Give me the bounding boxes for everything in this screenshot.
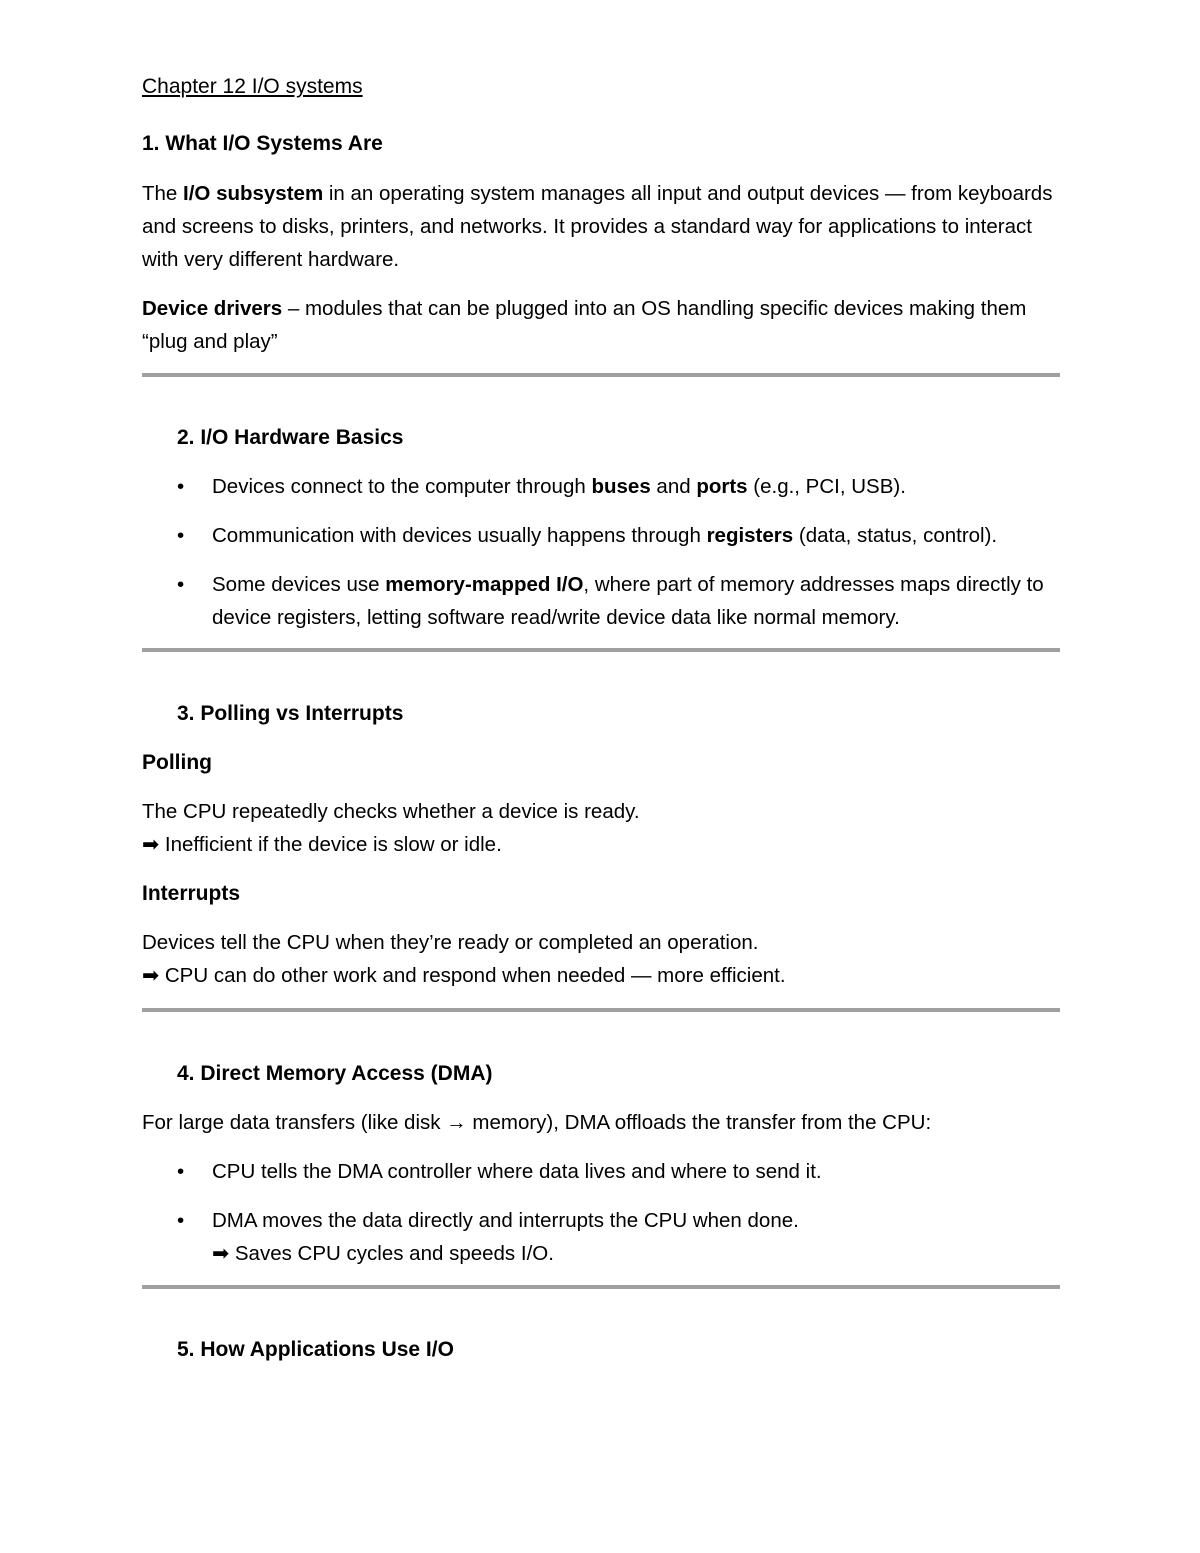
- text-line: ➡ Saves CPU cycles and speeds I/O.: [212, 1242, 554, 1265]
- polling-subheading: Polling: [142, 751, 212, 774]
- section-divider: [142, 1008, 1060, 1012]
- bullet-icon: •: [177, 1209, 185, 1232]
- section-divider: [142, 648, 1060, 652]
- polling-paragraph: [142, 795, 1060, 861]
- text-run: CPU tells the DMA controller where data lives and where to send it.: [212, 1160, 822, 1183]
- text-line: The CPU repeatedly checks whether a device is ready.: [142, 800, 640, 823]
- text-run: (e.g., PCI, USB).: [747, 475, 906, 498]
- section-2-bullet-list: [177, 470, 1060, 634]
- bold-term-memory-mapped-io: memory-mapped I/O: [385, 573, 584, 596]
- text-run: (data, status, control).: [793, 524, 998, 547]
- list-item: [177, 568, 1060, 634]
- list-item: [177, 519, 1060, 552]
- bold-term-device-drivers: Device drivers: [142, 297, 283, 320]
- text-run: and: [650, 475, 697, 498]
- list-item: [177, 1155, 1060, 1188]
- list-item: [177, 1204, 1060, 1270]
- interrupts-subheading: Interrupts: [142, 882, 241, 905]
- list-item: [177, 470, 1060, 503]
- section-divider: [142, 373, 1060, 377]
- dma-intro-paragraph: For large data transfers (like disk → memory), DMA offloads the transfer from the CPU:: [142, 1111, 932, 1134]
- section-2-heading: 2. I/O Hardware Basics: [177, 426, 404, 449]
- bold-term-buses: buses: [591, 475, 651, 498]
- text-run: The: [142, 182, 184, 205]
- section-5-heading: 5. How Applications Use I/O: [177, 1338, 454, 1361]
- bold-term-io-subsystem: I/O subsystem: [183, 182, 324, 205]
- section-divider: [142, 1285, 1060, 1289]
- section-1-paragraph-2: [142, 292, 1060, 358]
- section-3-heading: 3. Polling vs Interrupts: [177, 702, 404, 725]
- section-4-heading: 4. Direct Memory Access (DMA): [177, 1062, 493, 1085]
- document-page: [142, 70, 1060, 1382]
- bullet-icon: •: [177, 475, 185, 498]
- text-line: Devices tell the CPU when they’re ready or completed an operation.: [142, 931, 759, 954]
- text-line: DMA moves the data directly and interrupts the CPU when done.: [212, 1209, 799, 1232]
- bold-term-ports: ports: [696, 475, 748, 498]
- text-line: ➡ Inefficient if the device is slow or idle.: [142, 833, 502, 856]
- bullet-icon: •: [177, 1160, 185, 1183]
- text-run: Some devices use: [212, 573, 386, 596]
- section-4-bullet-list: [177, 1155, 1060, 1270]
- section-1-heading: 1. What I/O Systems Are: [142, 132, 383, 155]
- section-1-paragraph-1: [142, 177, 1060, 276]
- text-run: – modules that can be plugged into an OS handling specific devices making them “plug and play”: [142, 297, 1027, 353]
- page-title: Chapter 12 I/O systems: [142, 75, 363, 98]
- bold-term-registers: registers: [706, 524, 794, 547]
- text-run: Communication with devices usually happens through: [212, 524, 707, 547]
- text-line: ➡ CPU can do other work and respond when needed — more efficient.: [142, 964, 786, 987]
- bullet-icon: •: [177, 573, 185, 596]
- bullet-icon: •: [177, 524, 185, 547]
- interrupts-paragraph: [142, 926, 1060, 992]
- text-run: Devices connect to the computer through: [212, 475, 592, 498]
- text-run: in an operating system manages all input and output devices — from keyboards and screens to disks, printers, and networks. It provides a standard way for applications to interact with very different hardware.: [142, 182, 1053, 271]
- text-run: , where part of memory addresses maps directly to device registers, letting software read/write device data like normal memory.: [212, 573, 1044, 629]
